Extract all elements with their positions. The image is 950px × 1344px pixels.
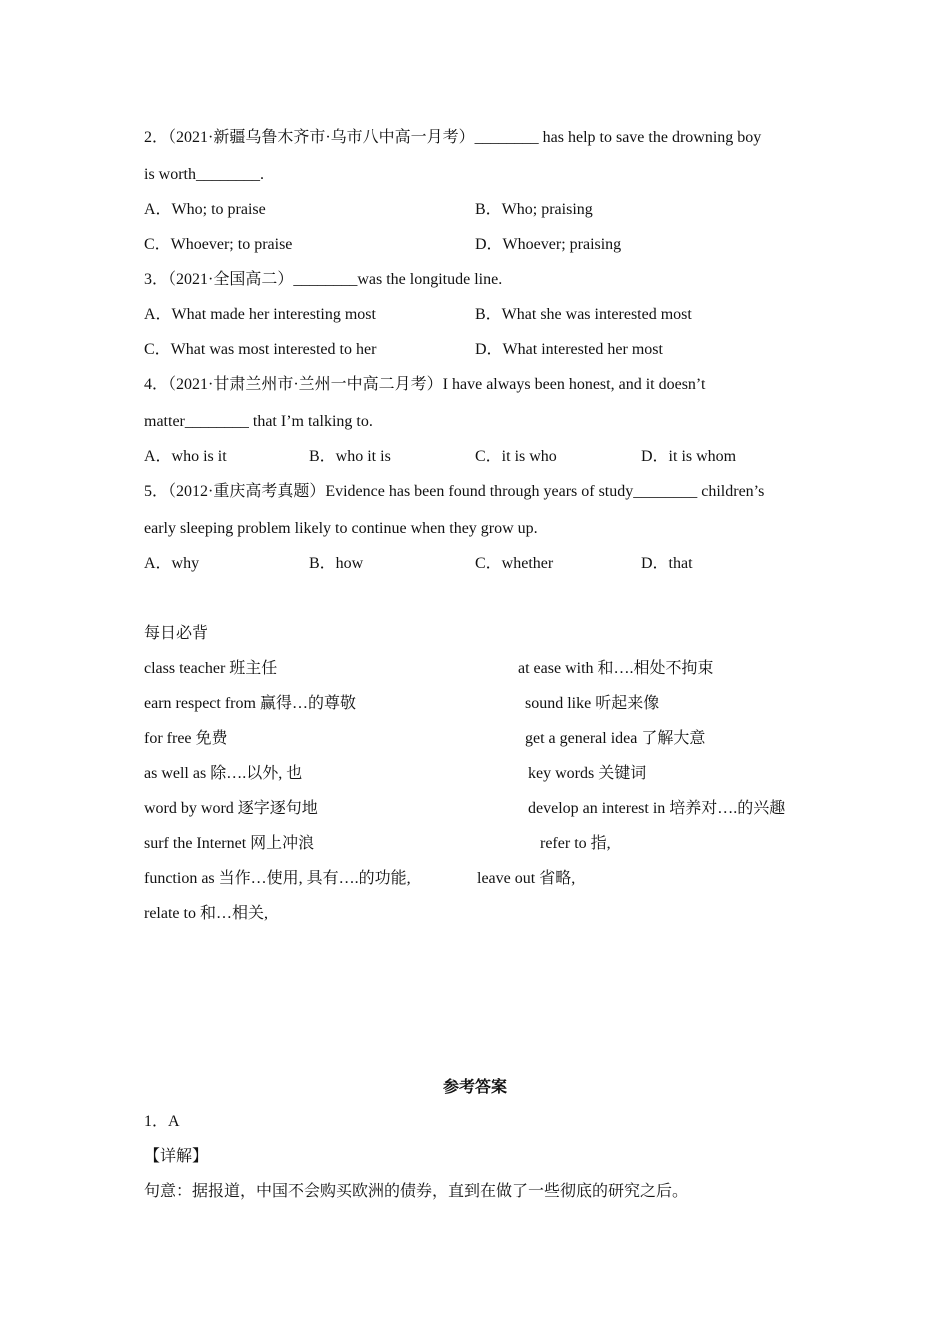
question-2-stem-line1: 2．（2021·新疆乌鲁木齐市·乌市八中高一月考）________ has help to save the drowning boy xyxy=(144,129,762,146)
vocab-item: develop an interest in 培养对….的兴趣 xyxy=(528,800,786,817)
vocab-item: sound like 听起来像 xyxy=(525,695,660,712)
question-5-option-b: B．how xyxy=(309,555,364,572)
question-2-option-d: D．Whoever; praising xyxy=(475,236,622,253)
question-4-option-d: D．it is whom xyxy=(641,448,737,465)
question-3-option-c: C．What was most interested to her xyxy=(144,341,377,358)
question-5-stem-line1: 5．（2012·重庆高考真题）Evidence has been found through years of study________ children’s xyxy=(144,483,765,500)
answers-title: 参考答案 xyxy=(442,1079,507,1096)
question-4-option-c: C．it is who xyxy=(475,448,557,465)
question-5-option-c: C．whether xyxy=(475,555,554,572)
question-4-stem-line1: 4．（2021·甘肃兰州市·兰州一中高二月考）I have always been honest, and it doesn’t xyxy=(144,376,706,393)
answer-detail-label: 【详解】 xyxy=(144,1148,209,1165)
vocab-item: for free 免费 xyxy=(144,730,228,747)
question-2-stem-line2: is worth________. xyxy=(144,166,264,183)
question-5-option-d: D．that xyxy=(641,555,693,572)
answer-sentence: 句意：据报道，中国不会购买欧洲的债券，直到在做了一些彻底的研究之后。 xyxy=(144,1183,689,1200)
question-4-stem-line2: matter________ that I’m talking to. xyxy=(144,413,373,430)
vocab-item: function as 当作…使用, 具有….的功能, xyxy=(144,870,411,887)
vocab-item: as well as 除….以外, 也 xyxy=(144,765,303,782)
vocab-item: relate to 和…相关, xyxy=(144,905,268,922)
vocab-item: word by word 逐字逐句地 xyxy=(144,800,318,817)
question-2-option-c: C．Whoever; to praise xyxy=(144,236,293,253)
vocab-item: earn respect from 赢得…的尊敬 xyxy=(144,695,356,712)
vocab-item: class teacher 班主任 xyxy=(144,660,278,677)
answer-item: 1．A xyxy=(144,1113,180,1130)
question-2-option-b: B．Who; praising xyxy=(475,201,593,218)
vocab-item: surf the Internet 网上冲浪 xyxy=(144,835,315,852)
question-2-option-a: A．Who; to praise xyxy=(144,201,266,218)
question-4-option-b: B．who it is xyxy=(309,448,391,465)
question-3-option-a: A．What made her interesting most xyxy=(144,306,376,323)
vocab-item: at ease with 和….相处不拘束 xyxy=(518,660,714,677)
question-5-option-a: A．why xyxy=(144,555,200,572)
question-3-option-b: B．What she was interested most xyxy=(475,306,692,323)
vocab-item: key words 关键词 xyxy=(528,765,647,782)
vocab-item: refer to 指, xyxy=(540,835,611,852)
vocab-item: get a general idea 了解大意 xyxy=(525,730,706,747)
question-3-option-d: D．What interested her most xyxy=(475,341,663,358)
vocab-heading: 每日必背 xyxy=(144,625,209,642)
question-5-stem-line2: early sleeping problem likely to continue when they grow up. xyxy=(144,520,538,537)
question-3-stem: 3．（2021·全国高二）________was the longitude line. xyxy=(144,271,503,288)
question-4-option-a: A．who is it xyxy=(144,448,227,465)
vocab-item: leave out 省略, xyxy=(477,870,576,887)
